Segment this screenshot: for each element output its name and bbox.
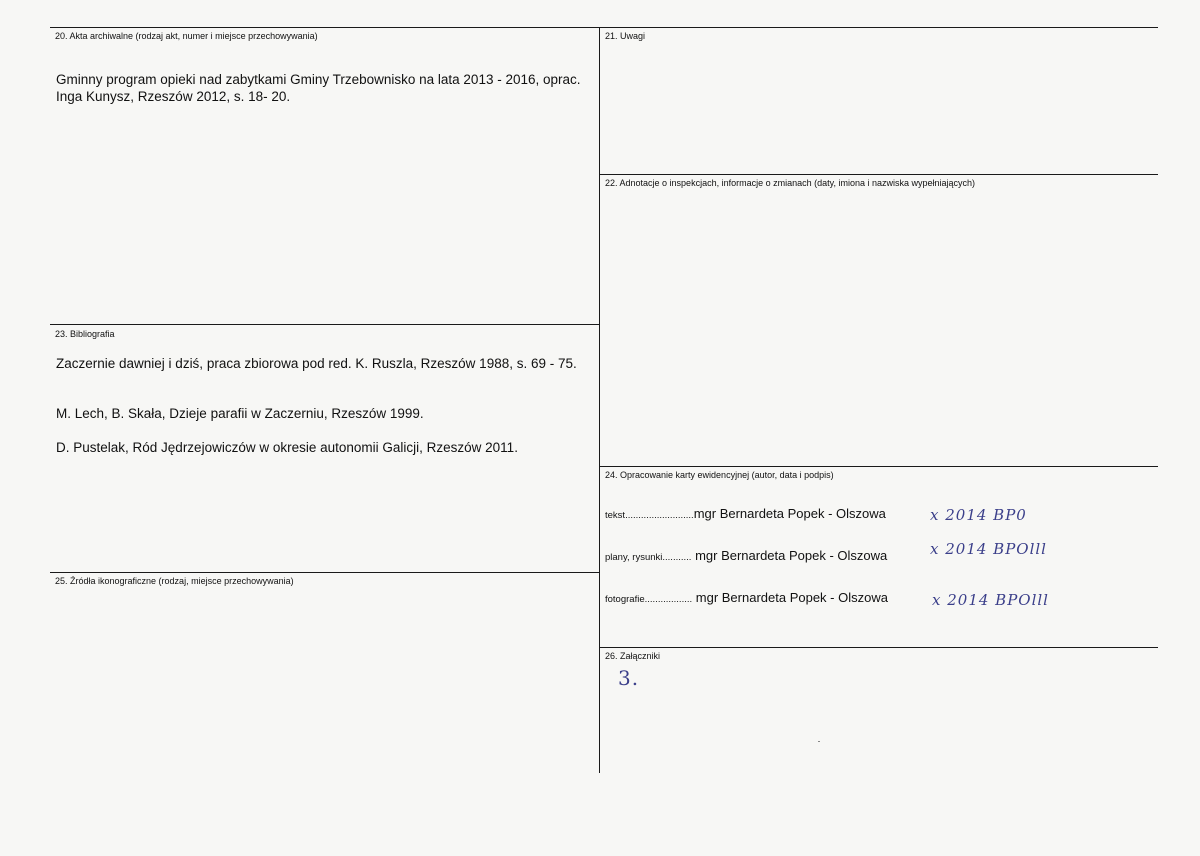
bibliography-item: M. Lech, B. Skała, Dzieje parafii w Zaczerniu, Rzeszów 1999. [56,406,424,421]
bibliography-item: D. Pustelak, Ród Jędrzejowiczów w okresie autonomii Galicji, Rzeszów 2011. [56,440,518,455]
row-label: tekst [605,510,626,521]
row-dots: .......................... [625,510,694,521]
section-25-title: 25. Źródła ikonograficzne (rodzaj, miejsce przechowywania) [55,576,294,586]
handwritten-attachment-count: 3. [618,666,640,690]
handwritten-date-signature: x 2014 BPOlll [932,591,1049,609]
section-24-title: 24. Opracowanie karty ewidencyjnej (autor, data i podpis) [605,470,834,480]
row-dots: .................. [644,594,693,605]
row-author: mgr Bernardeta Popek - Olszowa [693,506,886,521]
archival-text: Gminny program opieki nad zabytkami Gminy Trzebownisko na lata 2013 - 2016, oprac. Inga Kunysz, Rzeszów 2012, s. 18- 20. [56,72,581,104]
section-22-title: 22. Adnotacje o inspekcjach, informacje o zmianach (daty, imiona i nazwiska wypełniających) [605,178,976,188]
section-26-title: 26. Załączniki [605,651,661,661]
row-label: plany, rysunki [605,552,663,563]
row-dots: ........... [662,552,692,563]
row-author: mgr Bernardeta Popek - Olszowa [695,590,888,605]
section-20-title: 20. Akta archiwalne (rodzaj akt, numer i miejsce przechowywania) [55,31,318,41]
handwritten-date-signature: x 2014 BPOlll [930,540,1047,558]
rule-22 [600,174,1158,175]
card-row-photos [605,590,888,605]
scan-speck [818,741,820,742]
rule-25 [50,572,600,573]
section-21-title: 21. Uwagi [605,31,646,41]
top-rule [50,27,1158,28]
section-23-title: 23. Bibliografia [55,329,115,339]
row-label: fotografie [605,594,645,605]
center-divider [599,27,600,773]
card-row-plans [605,548,887,563]
handwritten-date-signature: x 2014 BP0 [930,506,1027,524]
row-author: mgr Bernardeta Popek - Olszowa [695,548,888,563]
rule-26 [600,647,1158,648]
bibliography-item: Zaczernie dawniej i dziś, praca zbiorowa pod red. K. Ruszla, Rzeszów 1988, s. 69 - 75. [56,356,577,371]
rule-24 [600,466,1158,467]
card-row-text [605,506,886,521]
rule-23 [50,324,600,325]
